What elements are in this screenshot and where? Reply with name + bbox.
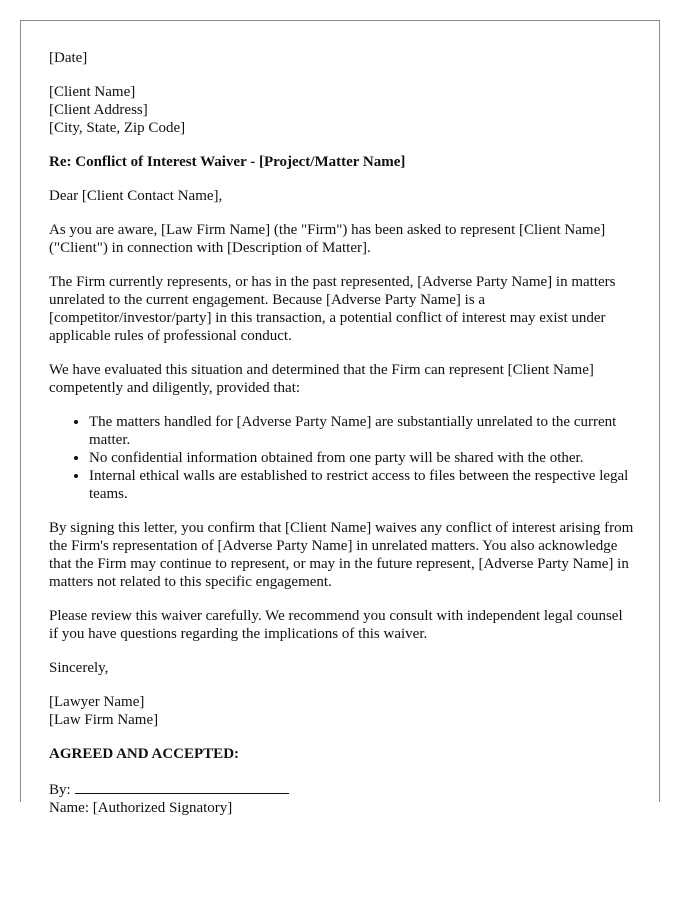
paragraph-review: Please review this waiver carefully. We recommend you consult with independent legal counsel if you have questions regarding the implications of this waiver. — [49, 608, 623, 642]
agreed-heading: AGREED AND ACCEPTED: — [49, 746, 240, 762]
by-signature-row — [49, 779, 635, 799]
closing: Sincerely, — [49, 660, 109, 676]
client-address-block — [49, 83, 635, 137]
letter-page — [20, 20, 660, 816]
by-label: By: — [49, 782, 71, 798]
conditions-list — [49, 413, 635, 503]
paragraph-intro: As you are aware, [Law Firm Name] (the "Firm") has been asked to represent [Client Name] ("Client") in connection with [Description of Matter]. — [49, 222, 606, 256]
name-line-partial: Name: [Authorized Signatory] — [49, 800, 233, 816]
paragraph-waiver: By signing this letter, you confirm that [Client Name] waives any conflict of interest arising from the Firm's representation of [Adverse Party Name] in unrelated matters. You also acknowledge that the Firm may continue to represent, or may in the future represent, [Adverse Party Name] in matters not related to this specific engagement. — [49, 520, 634, 590]
signature-line — [75, 779, 289, 794]
letter-date: [Date] — [49, 50, 88, 66]
law-firm-name: [Law Firm Name] — [49, 712, 159, 728]
signature-block — [49, 693, 635, 729]
paragraph-evaluation: We have evaluated this situation and determined that the Firm can represent [Client Name] competently and diligently, provided that: — [49, 362, 594, 396]
salutation: Dear [Client Contact Name], — [49, 188, 223, 204]
letter-content — [49, 49, 635, 817]
paragraph-conflict: The Firm currently represents, or has in the past represented, [Adverse Party Name] in matters unrelated to the current engagement. Because [Adverse Party Name] is a [competitor/investor/party] in this transaction, a potential conflict of interest may exist under applicable rules of professional conduct. — [49, 274, 616, 344]
subject-line: Re: Conflict of Interest Waiver - [Project/Matter Name] — [49, 154, 406, 170]
client-city-state-zip: [City, State, Zip Code] — [49, 120, 186, 136]
condition-item: • Internal ethical walls are established to restrict access to files between the respective legal teams. — [89, 467, 635, 503]
condition-item: • The matters handled for [Adverse Party Name] are substantially unrelated to the current matter. — [89, 413, 635, 449]
client-address: [Client Address] — [49, 102, 148, 118]
client-name: [Client Name] — [49, 84, 136, 100]
date-block — [49, 49, 635, 67]
condition-item: • No confidential information obtained from one party will be shared with the other. — [89, 449, 635, 467]
lawyer-name: [Lawyer Name] — [49, 694, 145, 710]
